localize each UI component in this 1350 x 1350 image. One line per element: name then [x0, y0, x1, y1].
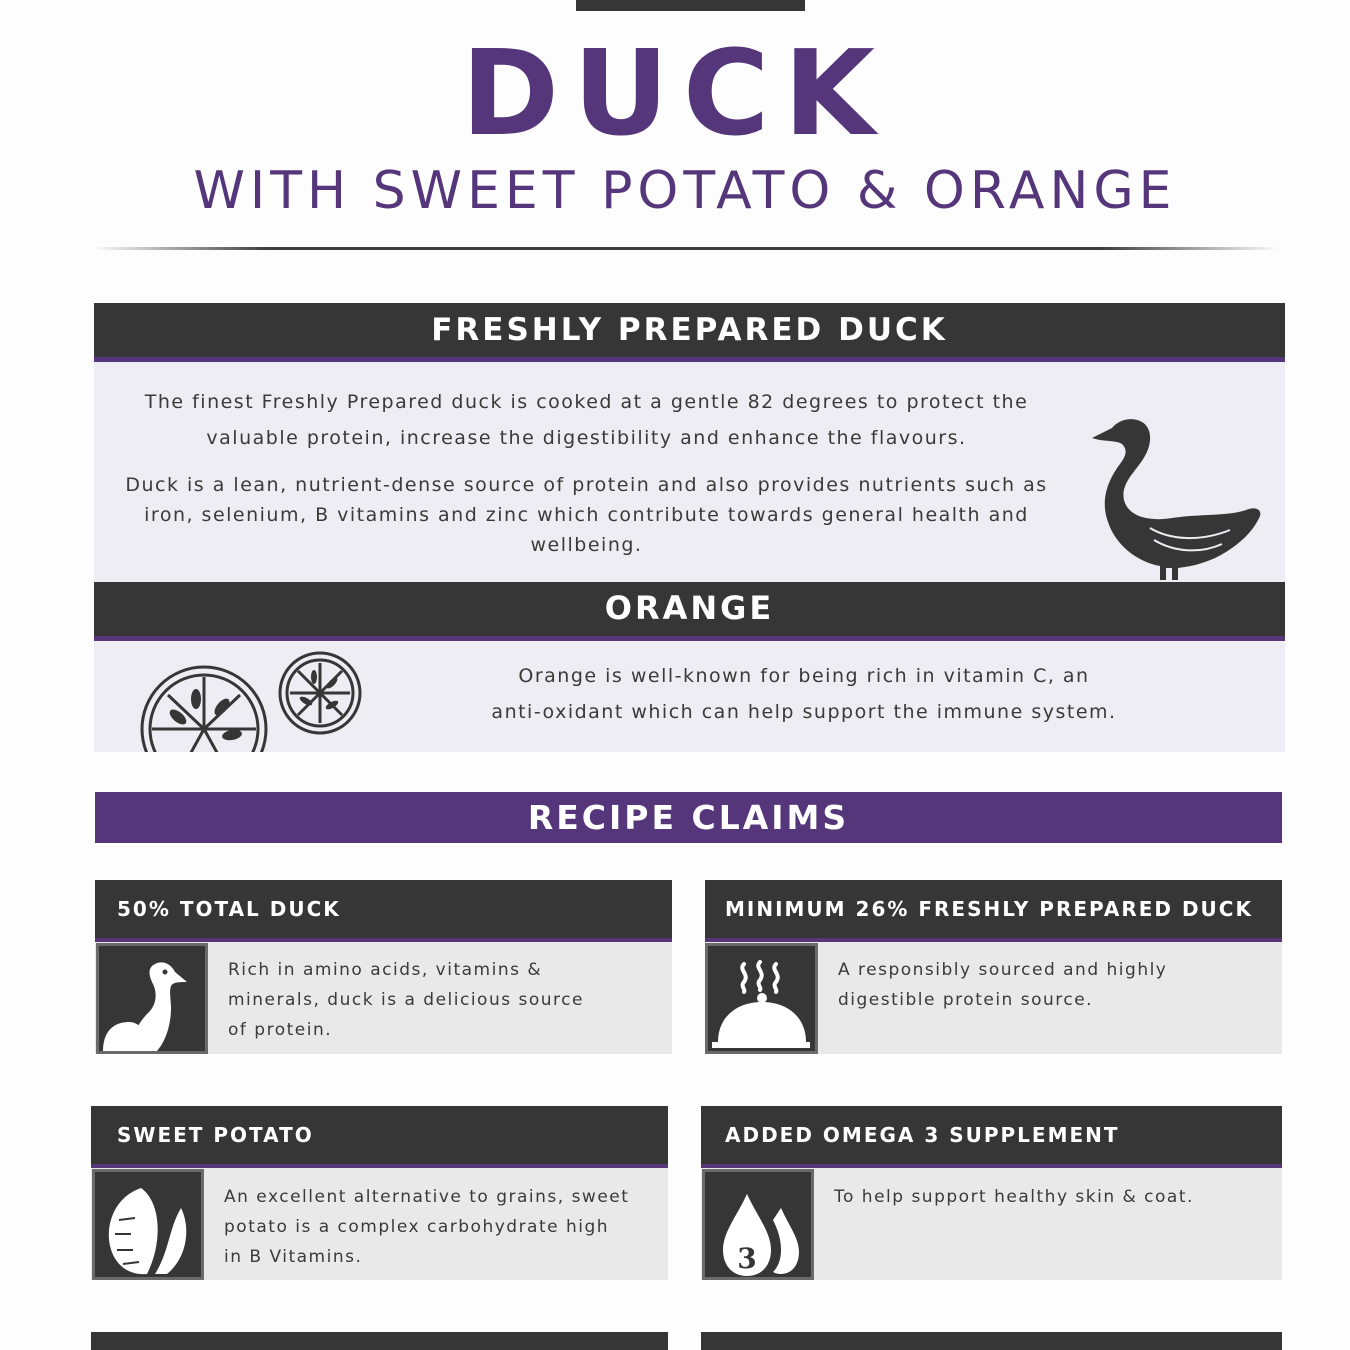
duck-para1-line2: valuable protein, increase the digestibility and enhance the flavours.	[206, 427, 967, 449]
top-tab	[576, 0, 805, 11]
claim-text-total-duck	[228, 955, 648, 1045]
claim-text-sweet-potato	[224, 1182, 654, 1272]
recipe-claims-heading	[95, 792, 1282, 843]
duck-head-icon	[96, 943, 208, 1054]
claim-line: An excellent alternative to grains, sweet	[224, 1187, 630, 1207]
claim-line: digestible protein source.	[838, 990, 1094, 1010]
claim-heading-next-left	[91, 1332, 668, 1350]
claim-title: 50% TOTAL DUCK	[117, 897, 341, 921]
cloche-icon	[705, 943, 818, 1054]
claim-line: A responsibly sourced and highly	[838, 960, 1168, 980]
claim-line: minerals, duck is a delicious source	[228, 990, 584, 1010]
page-subtitle: WITH SWEET POTATO & ORANGE	[193, 161, 1177, 221]
claim-line: Rich in amino acids, vitamins &	[228, 960, 543, 980]
header-divider	[92, 247, 1278, 250]
orange-heading-text: ORANGE	[604, 589, 775, 627]
orange-line1: Orange is well-known for being rich in vitamin C, an	[518, 665, 1090, 687]
duck-heading-text: FRESHLY PREPARED DUCK	[431, 312, 948, 348]
claim-title: SWEET POTATO	[117, 1123, 314, 1147]
duck-para2-line3: wellbeing.	[530, 534, 643, 556]
claim-line: To help support healthy skin & coat.	[834, 1187, 1194, 1207]
page-title: DUCK	[461, 24, 889, 162]
recipe-claims-heading-text: RECIPE CLAIMS	[527, 798, 850, 837]
claim-title: MINIMUM 26% FRESHLY PREPARED DUCK	[725, 897, 1253, 921]
claim-line: of protein.	[228, 1020, 333, 1040]
claim-heading-sweet-potato	[91, 1106, 668, 1168]
duck-section-panel	[94, 362, 1285, 582]
duck-para2-line2: iron, selenium, B vitamins and zinc which contribute towards general health and	[144, 504, 1029, 526]
claim-text-omega-3	[834, 1182, 1264, 1212]
oil-drop-icon	[702, 1169, 814, 1280]
orange-line2: anti-oxidant which can help support the immune system.	[491, 701, 1117, 723]
orange-slice-icon	[136, 651, 376, 752]
claim-text-freshly-prepared	[838, 955, 1258, 1015]
duck-text-block	[124, 384, 1049, 560]
duck-para1-line1: The finest Freshly Prepared duck is cooked at a gentle 82 degrees to protect the	[144, 391, 1029, 413]
claim-heading-freshly-prepared	[705, 880, 1282, 942]
orange-section-panel	[94, 641, 1285, 752]
claim-line: potato is a complex carbohydrate high	[224, 1217, 610, 1237]
claim-heading-omega-3	[701, 1106, 1282, 1168]
claim-heading-total-duck	[95, 880, 672, 942]
orange-text-block	[484, 658, 1124, 730]
omega-3-numeral: 3	[737, 1242, 757, 1275]
claim-heading-next-right	[701, 1332, 1282, 1350]
duck-section-heading	[94, 303, 1285, 362]
claim-title: ADDED OMEGA 3 SUPPLEMENT	[725, 1123, 1120, 1147]
duck-para2-line1: Duck is a lean, nutrient-dense source of protein and also provides nutrients such as	[125, 474, 1048, 496]
claim-line: in B Vitamins.	[224, 1247, 363, 1267]
orange-section-heading	[94, 582, 1285, 641]
sweet-potato-icon	[92, 1169, 204, 1280]
duck-silhouette-icon	[1090, 418, 1266, 582]
